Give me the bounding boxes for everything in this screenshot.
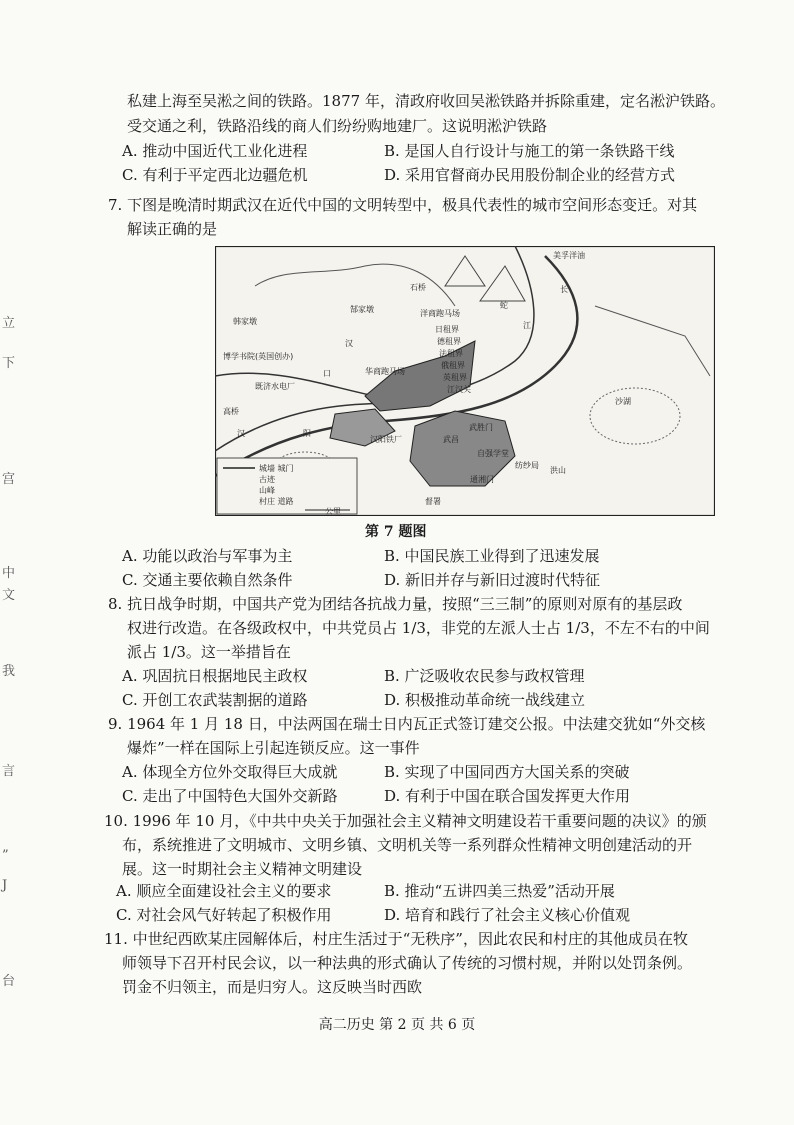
- map-label: 洋商跑马场: [420, 309, 460, 318]
- margin-mark: J: [2, 878, 8, 893]
- map-label: 既济水电厂: [255, 382, 295, 391]
- map-label: 汉: [345, 339, 353, 348]
- map-label: 武胜门: [469, 423, 493, 432]
- q9-stem-line-2: 爆炸”一样在国际上引起连锁反应。这一事件: [127, 739, 420, 757]
- q8-stem-line-3: 派占 1/3。这一举措旨在: [127, 643, 291, 661]
- q6-stem-line-1: 私建上海至吴淞之间的铁路。1877 年，清政府收回吴淞铁路并拆除重建，定名淞沪铁路。: [127, 92, 725, 110]
- q10-option-b: B. 推动“五讲四美三热爱”活动开展: [384, 882, 615, 900]
- margin-mark: ”: [2, 848, 9, 863]
- q9-option-b: B. 实现了中国同西方大国关系的突破: [384, 763, 630, 781]
- q7-option-d: D. 新旧并存与新旧过渡时代特征: [384, 571, 601, 589]
- q7-stem-line-1: 7. 下图是晚清时期武汉在近代中国的文明转型中，极具代表性的城市空间形态变迁。对其: [108, 196, 698, 214]
- map-label: 俄租界: [441, 361, 465, 370]
- q11-stem-line-2: 师领导下召开村民会议，以一种法典的形式确认了传统的习惯村规，并附以处罚条例。: [122, 954, 693, 972]
- map-label: 江汉关: [447, 385, 471, 394]
- q7-stem-line-2: 解读正确的是: [127, 220, 218, 238]
- map-label: 汉: [237, 429, 245, 438]
- page-footer: 高二历史 第 2 页 共 6 页: [318, 1017, 476, 1033]
- q8-stem-line-1: 8. 抗日战争时期，中国共产党为团结各抗战力量，按照“三三制”的原则对原有的基层政: [108, 595, 683, 613]
- margin-mark: 宫: [2, 472, 16, 487]
- q9-option-a: A. 体现全方位外交取得巨大成就: [122, 763, 338, 781]
- margin-mark: 台: [2, 974, 16, 989]
- q7-option-c: C. 交通主要依赖自然条件: [122, 571, 293, 589]
- q10-option-d: D. 培育和践行了社会主义核心价值观: [384, 906, 631, 924]
- map-label: 石桥: [410, 283, 426, 292]
- map-label: 江: [523, 321, 531, 330]
- q10-stem-line-1: 10. 1996 年 10 月，《中共中央关于加强社会主义精神文明建设若干重要问题的决议》的颁: [104, 812, 707, 830]
- legend-label: 山峰: [259, 486, 275, 495]
- wuhan-map: [215, 246, 715, 516]
- margin-mark: 言: [2, 764, 16, 779]
- map-label: 英租界: [443, 373, 467, 382]
- legend-label: 公里: [325, 507, 341, 516]
- q9-option-d: D. 有利于中国在联合国发挥更大作用: [384, 787, 631, 805]
- map-label: 韩家墩: [233, 317, 257, 326]
- map-label: 日租界: [435, 325, 459, 334]
- map-label: 高桥: [223, 407, 239, 416]
- map-label: 博学书院(英国创办): [223, 352, 294, 361]
- q6-stem-line-2: 受交通之利，铁路沿线的商人们纷纷购地建厂。这说明淞沪铁路: [127, 117, 548, 135]
- q10-stem-line-2: 布，系统推进了文明城市、文明乡镇、文明机关等一系列群众性精神文明创建活动的开: [122, 836, 693, 854]
- map-label: 蛇: [500, 301, 508, 310]
- margin-mark: 文: [2, 588, 16, 603]
- map-label: 沙湖: [615, 397, 631, 406]
- map-label: 纺纱局: [515, 461, 539, 470]
- legend-label: 古迹: [259, 475, 275, 484]
- q8-option-a: A. 巩固抗日根据地民主政权: [122, 667, 308, 685]
- map-label: 德租界: [437, 337, 461, 346]
- q7-option-a: A. 功能以政治与军事为主: [122, 547, 293, 565]
- q10-option-c: C. 对社会风气好转起了积极作用: [116, 906, 332, 924]
- map-label: 长: [560, 285, 568, 294]
- map-label: 通湘门: [470, 475, 494, 484]
- margin-mark: 中: [2, 566, 16, 581]
- q8-option-b: B. 广泛吸收农民参与政权管理: [384, 667, 585, 685]
- map-label: 华商跑马场: [365, 367, 405, 376]
- q8-option-d: D. 积极推动革命统一战线建立: [384, 691, 586, 709]
- map-label: 法租界: [439, 349, 463, 358]
- q10-option-a: A. 顺应全面建设社会主义的要求: [116, 882, 332, 900]
- map-label: 美孚洋油: [553, 251, 585, 260]
- q6-option-a: A. 推动中国近代工业化进程: [122, 142, 308, 160]
- q9-option-c: C. 走出了中国特色大国外交新路: [122, 787, 338, 805]
- map-label: 督署: [425, 497, 441, 506]
- q7-option-b: B. 中国民族工业得到了迅速发展: [384, 547, 600, 565]
- map-label: 口: [323, 369, 331, 378]
- q11-stem-line-3: 罚金不归领主，而是归穷人。这反映当时西欧: [122, 978, 423, 996]
- q8-stem-line-2: 权进行改造。在各级政权中，中共党员占 1/3，非党的左派人士占 1/3，不左不右的中间: [127, 619, 710, 637]
- q11-stem-line-1: 11. 中世纪西欧某庄园解体后，村庄生活过于“无秩序”，因此农民和村庄的其他成员在牧: [104, 930, 688, 948]
- margin-mark: 立: [2, 316, 16, 331]
- map-label: 武昌: [443, 435, 459, 444]
- q8-option-c: C. 开创工农武装割据的道路: [122, 691, 308, 709]
- q6-option-b: B. 是国人自行设计与施工的第一条铁路干线: [384, 142, 675, 160]
- map-label: 自强学堂: [477, 449, 509, 458]
- legend-label: 村庄 道路: [259, 497, 294, 506]
- q7-figure-caption: 第 7 题图: [365, 524, 427, 540]
- q6-option-c: C. 有利于平定西北边疆危机: [122, 166, 308, 184]
- map-label: 汉阳铁厂: [370, 435, 402, 444]
- margin-mark: 下: [2, 356, 16, 371]
- legend-label: 城墙 城门: [259, 464, 294, 473]
- map-label: 阳: [303, 429, 311, 438]
- map-label: 洪山: [550, 466, 566, 475]
- margin-mark: 我: [2, 664, 16, 679]
- q6-option-d: D. 采用官督商办民用股份制企业的经营方式: [384, 166, 676, 184]
- map-label: 郜家墩: [350, 305, 374, 314]
- q10-stem-line-3: 展。这一时期社会主义精神文明建设: [122, 860, 363, 878]
- q9-stem-line-1: 9. 1964 年 1 月 18 日，中法两国在瑞士日内瓦正式签订建交公报。中法建交犹如“外交核: [108, 715, 706, 733]
